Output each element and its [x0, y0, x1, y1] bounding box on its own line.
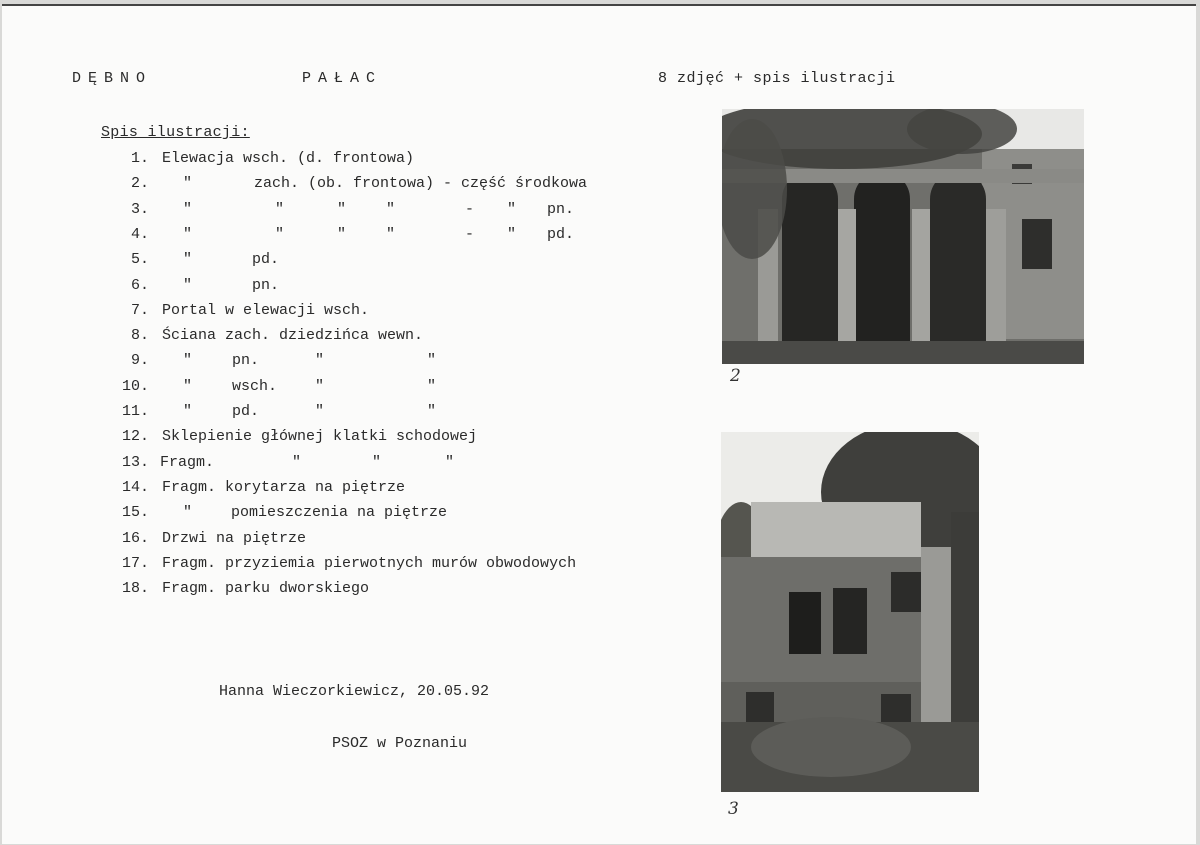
list-item-text: -: [465, 225, 475, 243]
list-item-number: 1.: [130, 150, 149, 167]
list-item-text: pomieszczenia na piętrze: [231, 504, 448, 522]
list-item-number: 11.: [121, 403, 149, 420]
list-item-number: 5.: [130, 251, 149, 269]
list-item-number: 18.: [121, 580, 149, 598]
list-item-text: ": [315, 403, 325, 420]
photo-caption-3: 3: [728, 799, 739, 819]
list-item-text: ": [445, 453, 455, 471]
list-item-text: ": [427, 377, 437, 395]
photo-palace-arcade: [722, 109, 1084, 364]
list-item-number: 8.: [130, 327, 149, 345]
list-item-text: ": [183, 276, 193, 294]
list-item-text: ": [183, 377, 193, 395]
list-item-number: 2.: [130, 175, 149, 193]
palace-ruin-photo-icon: [721, 432, 979, 792]
list-item-text: ": [507, 225, 517, 243]
list-item-text: ": [386, 200, 396, 218]
list-item-text: ": [183, 504, 193, 522]
list-item-text: pn.: [252, 276, 280, 294]
list-item-text: Sklepienie głównej klatki schodowej: [162, 428, 478, 446]
list-item-text: ": [183, 352, 193, 370]
list-item-text: ": [427, 403, 437, 420]
list-item-text: pd.: [252, 251, 280, 269]
list-item-number: 10.: [121, 377, 149, 395]
list-item-text: ": [315, 352, 325, 370]
list-item-text: -: [465, 200, 475, 218]
office-name: PSOZ w Poznaniu: [332, 735, 468, 752]
list-item-number: 9.: [130, 352, 149, 370]
signature-line: Hanna Wieczorkiewicz, 20.05.92: [219, 683, 490, 700]
list-item-number: 15.: [121, 504, 149, 522]
list-item-text: Ściana zach. dziedzińca wewn.: [162, 327, 424, 345]
list-item-text: Fragm.: [160, 453, 215, 471]
list-item-number: 12.: [121, 428, 149, 446]
list-item-number: 6.: [130, 276, 149, 294]
list-item-text: ": [183, 403, 193, 420]
list-item-number: 16.: [121, 529, 149, 547]
photo-palace-ruin: [721, 432, 979, 792]
list-item-number: 14.: [121, 478, 149, 496]
list-item-text: wsch.: [232, 377, 278, 395]
list-item-text: ": [372, 453, 382, 471]
list-item-text: ": [337, 225, 347, 243]
list-item-text: pn.: [547, 200, 575, 218]
list-item-text: ": [427, 352, 437, 370]
list-item-text: ": [386, 225, 396, 243]
list-item-text: ": [275, 225, 285, 243]
place-name: DĘBNO: [72, 70, 153, 87]
photo-caption-2: 2: [730, 366, 741, 386]
list-item-text: ": [183, 175, 193, 193]
list-item-text: Drzwi na piętrze: [162, 529, 307, 547]
list-item-text: Fragm. korytarza na piętrze: [162, 478, 406, 496]
list-item-text: ": [507, 200, 517, 218]
list-item-number: 3.: [130, 200, 149, 218]
list-item-number: 17.: [121, 554, 149, 572]
list-item-number: 13.: [121, 453, 149, 471]
list-item-text: ": [337, 200, 347, 218]
list-item-text: pd.: [232, 403, 260, 420]
list-item-text: ": [292, 453, 302, 471]
list-item-text: zach. (ob. frontowa) - część środkowa: [254, 175, 588, 193]
list-item-text: ": [183, 225, 193, 243]
list-item-text: Portal w elewacji wsch.: [162, 301, 370, 319]
list-item-number: 7.: [130, 301, 149, 319]
list-item-text: pn.: [232, 352, 260, 370]
list-item-text: Elewacja wsch. (d. frontowa): [162, 150, 415, 167]
list-item-text: Fragm. przyziemia pierwotnych murów obwodowych: [162, 554, 577, 572]
list-item-text: ": [183, 251, 193, 269]
list-item-text: pd.: [547, 225, 575, 243]
building-name: PAŁAC: [302, 70, 383, 87]
list-item-text: ": [315, 377, 325, 395]
list-item-number: 4.: [130, 225, 149, 243]
list-title: Spis ilustracji:: [101, 124, 250, 141]
list-item-text: ": [183, 200, 193, 218]
palace-arcade-photo-icon: [722, 109, 1084, 364]
list-item-text: Fragm. parku dworskiego: [162, 580, 370, 598]
photo-count: 8 zdjęć + spis ilustracji: [658, 70, 896, 87]
list-item-text: ": [275, 200, 285, 218]
document-sheet: [2, 4, 1196, 844]
